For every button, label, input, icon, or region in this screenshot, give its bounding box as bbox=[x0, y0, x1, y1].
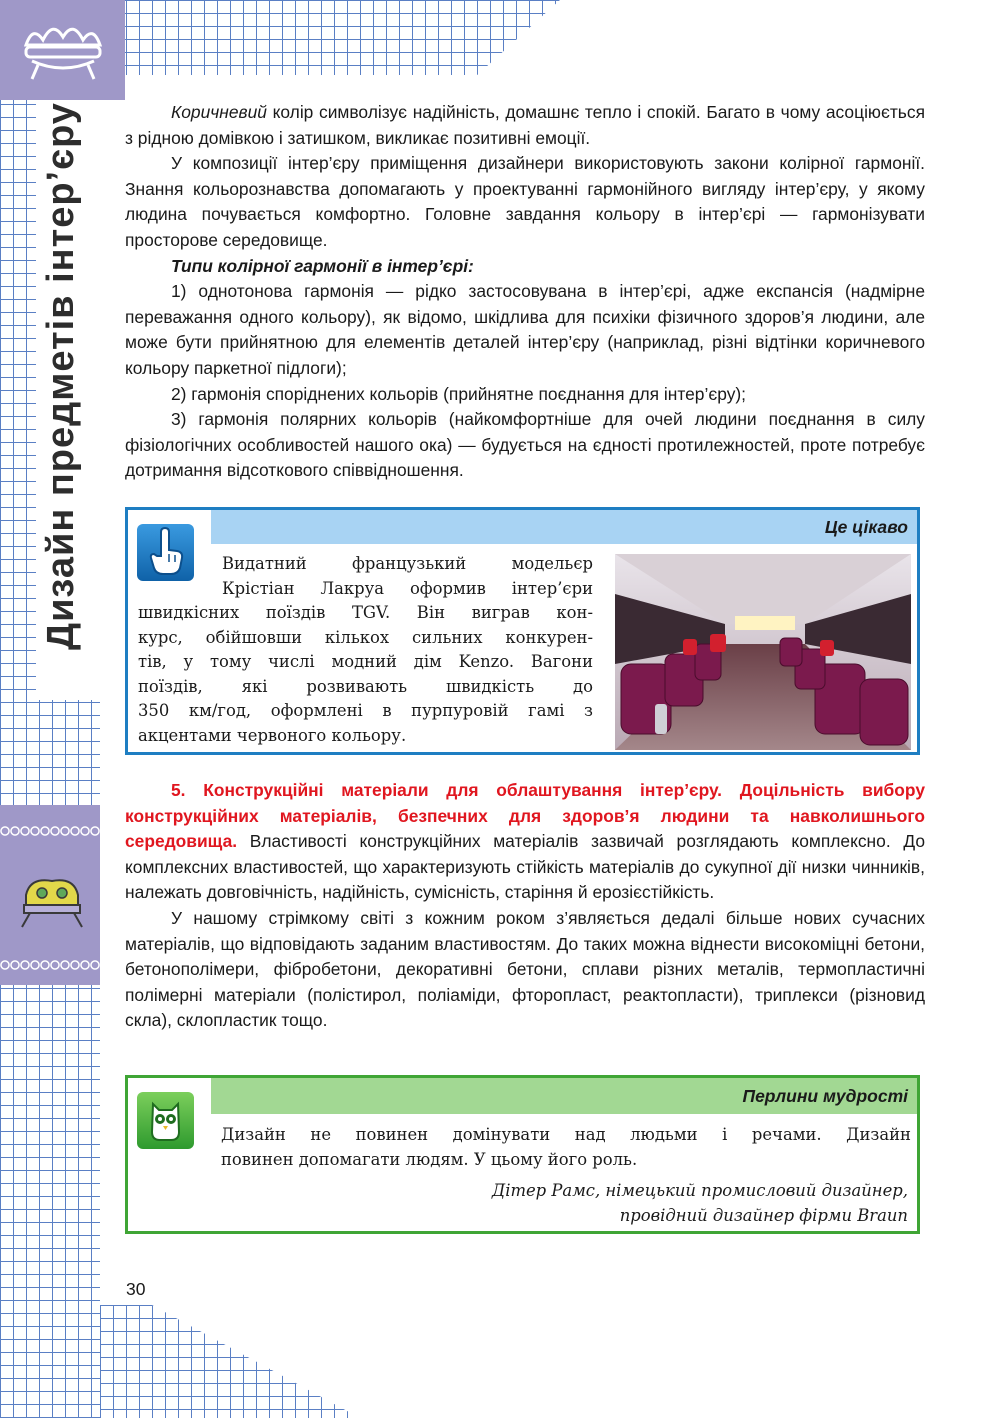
fact-line: 350 км/год, оформлені в пурпуровій гамі з bbox=[138, 701, 593, 720]
fact-line: швидкісних поїздів TGV. Він виграв кон- bbox=[138, 603, 593, 622]
harmony-item-1: 1) однотонова гармонія — рідко застосовувана в інтер’єрі, адже експансія (надмірне переважання одного кольору), як відомо, шкідлива для психіки фізичного здоров’я людини, але може бути прийнятною для елементів деталей інтер’єру (наприклад, різні відтінки коричневого кольору паркетної підлоги); bbox=[125, 281, 925, 378]
attribution-line: провідний дизайнер фірми Braun bbox=[619, 1205, 908, 1225]
page-number: 30 bbox=[126, 1279, 146, 1299]
attribution-line: Дітер Рамс, німецький промисловий дизайнер, bbox=[491, 1181, 908, 1200]
quote-line: Дизайн не повинен домінувати над людьми і речами. Дизайн bbox=[221, 1125, 911, 1144]
types-heading: Типи колірної гармонії в інтер’єрі: bbox=[171, 255, 474, 276]
fact-line: тів, у тому числі модний дім Kenzo. Вагони bbox=[138, 652, 593, 671]
harmony-item-3: 3) гармонія полярних кольорів (найкомфортніше для очей людини поєднання в силу фізіологічних особливостей нашого ока) — будується на єдності протилежностей, проте потребує дотримання відсоткового співвідношення. bbox=[125, 409, 925, 481]
fact-line: Крістіан Лакруа оформив інтер’єри bbox=[222, 578, 593, 598]
interesting-fact-box bbox=[125, 507, 920, 755]
fact-line: Видатний французький модельєр bbox=[222, 554, 593, 573]
paragraph-modern-materials: У нашому стрімкому світі з кожним роком з’являється дедалі більше нових сучасних матеріалів, що відповідають заданим властивостям. До таких можна віднести високоміцні бетони, бетонополімери, фібробетони, декоративні бетони, сплави різних металів, термопластичні полімерні матеріали (полістирол, поліаміди, фторопласт, реактопласти), триплекси (різновид скла), склопластик тощо. bbox=[125, 907, 925, 1031]
fact-line: акцентами червоного кольору. bbox=[138, 725, 407, 745]
interesting-fact-title: Це цікаво bbox=[211, 510, 917, 544]
crown-ornament-icon bbox=[18, 15, 108, 85]
quote-line: повинен допомагати людям. У цьому його роль. bbox=[221, 1149, 638, 1169]
paragraph-composition: У композиції інтер’єру приміщення дизайнери використовують закони колірної гармонії. Знання кольорознавства допомагають у проектуванні гармонійного вигляду інтер’єру, у якому людина почувається комфортно. Головне завдання кольору в інтер’єрі — гармонізувати просторове середовище. bbox=[125, 153, 925, 250]
section-5 bbox=[125, 778, 925, 1034]
corner-ornament bbox=[0, 0, 125, 100]
interesting-fact-text bbox=[138, 552, 593, 748]
main-text bbox=[125, 100, 925, 484]
grid-background-bottom bbox=[100, 1305, 360, 1418]
sofa-icon bbox=[20, 865, 84, 935]
section-5-heading: 5. Конструкційні матеріали для облаштування інтер’єру. Доцільність вибору конструкційних матеріалів, безпечних для здоров’я людини та навколишнього середовища. bbox=[125, 780, 925, 852]
fact-line: курс, обійшовши кількох сильних конкурен- bbox=[138, 627, 593, 647]
fact-line: поїздів, які розвивають швидкість до bbox=[138, 676, 593, 696]
wisdom-title: Перлини мудрості bbox=[211, 1078, 917, 1114]
paragraph-brown-text: колір символізує надійність, домашнє тепло і спокій. Багато в чому асоціюється з рідною домівкою і затишком, викликає позитивні емоції. bbox=[125, 102, 925, 148]
wisdom-box bbox=[125, 1075, 920, 1234]
wisdom-quote bbox=[221, 1123, 911, 1172]
harmony-item-2: 2) гармонія споріднених кольорів (прийнятне поєднання для інтер’єру); bbox=[171, 383, 747, 404]
owl-icon bbox=[137, 1092, 194, 1149]
section-5-paragraph bbox=[125, 778, 925, 906]
train-interior-photo bbox=[615, 554, 911, 750]
section-5-body: Властивості конструкційних матеріалів зазвичай розглядають комплексно. До комплексних властивостей, що характеризують стійкість матеріалів до сукупної дії низки чинників, належать довговічність, надійність, сумісність, старіння й ерозієстійкість. bbox=[125, 831, 925, 903]
bead-border-bottom bbox=[0, 959, 100, 971]
bead-border-top bbox=[0, 825, 100, 837]
term-brown: Коричневий bbox=[171, 102, 267, 122]
sidebar-ornament bbox=[0, 805, 100, 985]
sidebar-title: Дизайн предметів інтер’єру bbox=[40, 102, 82, 650]
wisdom-attribution bbox=[492, 1179, 908, 1228]
grid-background-top bbox=[100, 0, 560, 75]
paragraph-brown bbox=[125, 100, 925, 151]
